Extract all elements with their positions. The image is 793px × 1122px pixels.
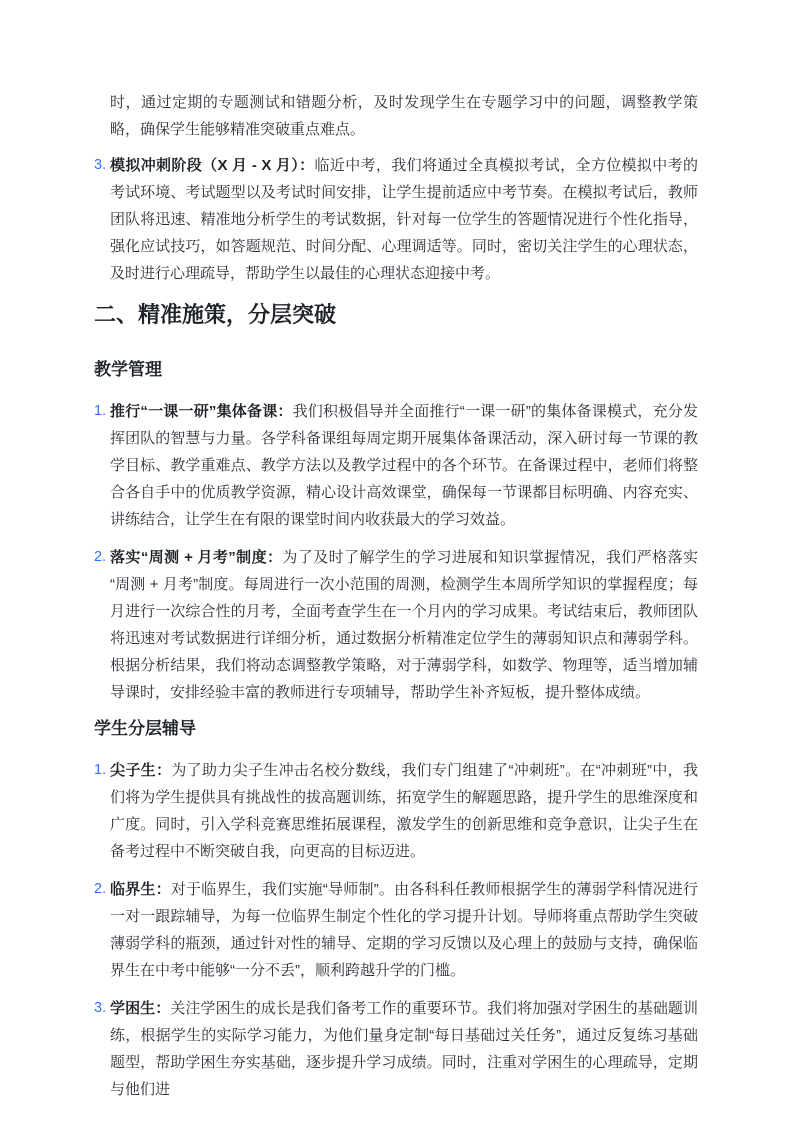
list-item-content xyxy=(110,876,698,984)
list-item-content xyxy=(110,995,698,1103)
list-item-label: 推行“一课一研”集体备课： xyxy=(110,403,293,420)
list-item-content xyxy=(110,398,698,533)
list-item-student-2 xyxy=(94,876,698,984)
list-item-number: 2. xyxy=(94,549,107,565)
list-item-number: 3. xyxy=(94,157,107,173)
list-item-body: 我们积极倡导并全面推行“一课一研”的集体备课模式，充分发挥团队的智慧与力量。各学科备课组每周定期开展集体备课活动，深入研讨每一节课的教学目标、教学重难点、教学方法以及教学过程中的各个环节。在备课过程中，老师们将整合各自手中的优质教学资源，精心设计高效课堂，确保每一节课都目标明确、内容充实、讲练结合，让学生在有限的课堂时间内收获最大的学习效益。 xyxy=(110,403,698,528)
list-item-label: 尖子生： xyxy=(110,762,172,779)
list-item-label: 模拟冲刺阶段（X 月 - X 月）： xyxy=(110,157,315,174)
list-item-label: 临界生： xyxy=(110,881,171,898)
list-item-number: 2. xyxy=(94,881,107,897)
subsection-title-student-tiered-coaching: 学生分层辅导 xyxy=(94,719,196,738)
list-item-phase-3 xyxy=(94,152,698,287)
list-item-number: 3. xyxy=(94,1000,107,1016)
list-item-teaching-1 xyxy=(94,398,698,533)
list-item-content xyxy=(110,544,698,706)
list-item-label: 落实“周测 + 月考”制度： xyxy=(110,549,283,566)
list-item-student-3 xyxy=(94,995,698,1103)
subsection-title-teaching-management: 教学管理 xyxy=(94,360,162,379)
list-item-content xyxy=(110,757,698,865)
list-item-content xyxy=(110,152,698,287)
list-item-body: 关注学困生的成长是我们备考工作的重要环节。我们将加强对学困生的基础题训练，根据学生的实际学习能力，为他们量身定制“每日基础过关任务”，通过反复练习基础题型，帮助学困生夯实基础，逐步提升学习成绩。同时，注重对学困生的心理疏导，定期与他们进 xyxy=(110,1000,698,1098)
list-item-body: 对于临界生，我们实施“导师制”。由各科科任教师根据学生的薄弱学科情况进行一对一跟踪辅导，为每一位临界生制定个性化的学习提升计划。导师将重点帮助学生突破薄弱学科的瓶颈，通过针对性的辅导、定期的学习反馈以及心理上的鼓励与支持，确保临界生在中考中能够“一分不丢”，顺利跨越升学的门槛。 xyxy=(110,881,698,979)
list-item-body: 临近中考，我们将通过全真模拟考试，全方位模拟中考的考试环境、考试题型以及考试时间安排，让学生提前适应中考节奏。在模拟考试后，教师团队将迅速、精准地分析学生的考试数据，针对每一位学生的答题情况进行个性化指导，强化应试技巧，如答题规范、时间分配、心理调适等。同时，密切关注学生的心理状态，及时进行心理疏导，帮助学生以最佳的心理状态迎接中考。 xyxy=(110,157,698,282)
list-item-body: 为了助力尖子生冲击名校分数线，我们专门组建了“冲刺班”。在“冲刺班”中，我们将为学生提供具有挑战性的拔高题训练，拓宽学生的解题思路，提升学生的思维深度和广度。同时，引入学科竞赛思维拓展课程，激发学生的创新思维和竞争意识，让尖子生在备考过程中不断突破自我，向更高的目标迈进。 xyxy=(110,762,698,860)
paragraph-continuation xyxy=(94,89,698,143)
section-title: 二、精准施策，分层突破 xyxy=(94,302,337,327)
list-item-student-1 xyxy=(94,757,698,865)
list-item-number: 1. xyxy=(94,762,107,778)
list-item-body: 为了及时了解学生的学习进展和知识掌握情况，我们严格落实“周测 + 月考”制度。每周进行一次小范围的周测，检测学生本周所学知识的掌握程度；每月进行一次综合性的月考，全面考查学生在一个月内的学习成果。考试结束后，教师团队将迅速对考试数据进行详细分析，通过数据分析精准定位学生的薄弱知识点和薄弱学科。根据分析结果，我们将动态调整教学策略，对于薄弱学科，如数学、物理等，适当增加辅导课时，安排经验丰富的教师进行专项辅导，帮助学生补齐短板，提升整体成绩。 xyxy=(110,549,698,701)
list-item-number: 1. xyxy=(94,403,107,419)
list-item-teaching-2 xyxy=(94,544,698,706)
paragraph-continuation-text: 时，通过定期的专题测试和错题分析，及时发现学生在专题学习中的问题，调整教学策略，确保学生能够精准突破重点难点。 xyxy=(110,94,698,138)
list-item-label: 学困生： xyxy=(110,1000,171,1017)
